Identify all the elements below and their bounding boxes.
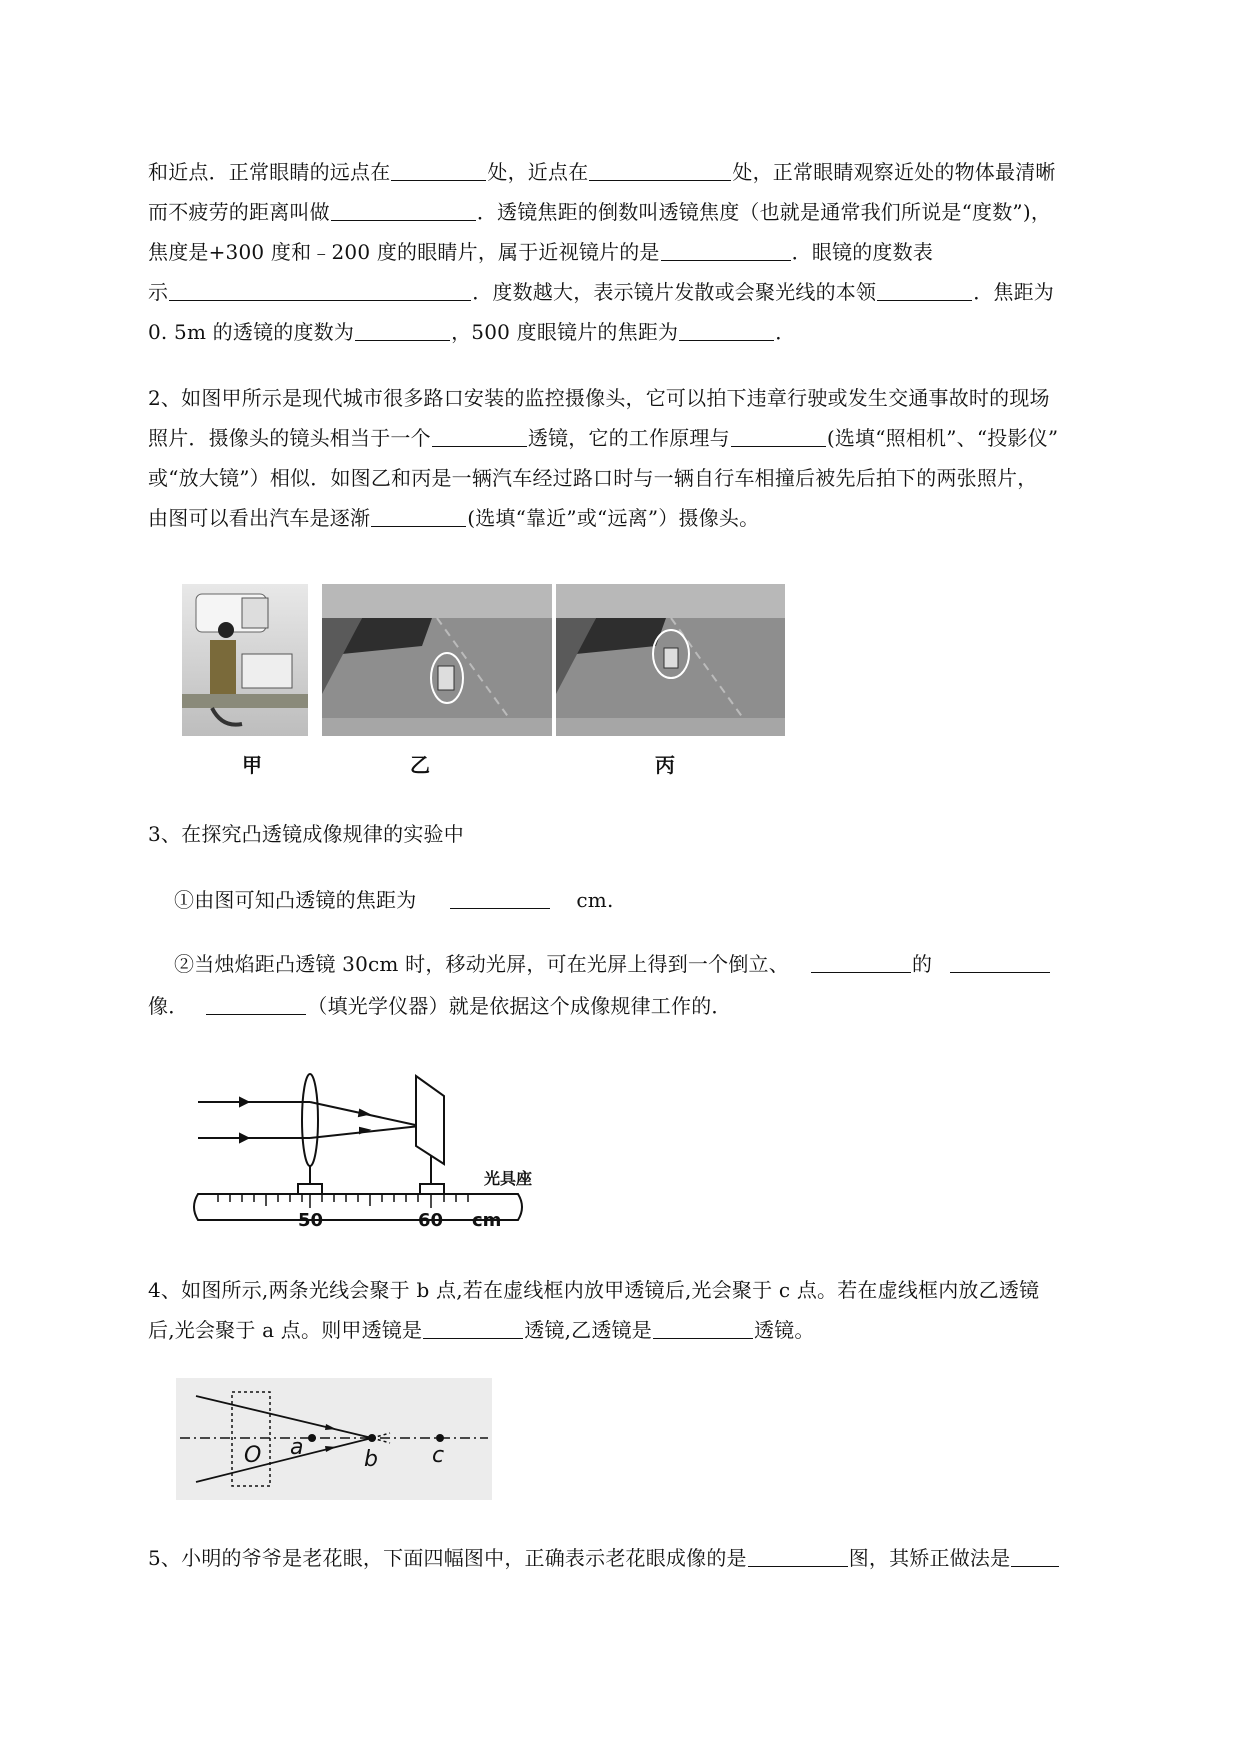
- tick-label-50: 50: [298, 1210, 324, 1231]
- q1-line-4: [148, 278, 1054, 306]
- q1-text: ，500 度眼镜片的焦距为: [451, 320, 679, 344]
- q2-text: 照片．摄像头的镜头相当于一个: [148, 426, 431, 450]
- q4-line-1: 4、如图所示,两条光线会聚于 b 点,若在虚线框内放甲透镜后,光会聚于 c 点。若在虚线框内放乙透镜: [148, 1278, 1040, 1302]
- point-o-label: O: [244, 1443, 262, 1468]
- caption-jia: 甲: [242, 753, 262, 777]
- answer-blank[interactable]: [331, 200, 476, 221]
- q2-text: 由图可以看出汽车是逐渐: [148, 506, 371, 530]
- q5-line-1: [148, 1544, 1060, 1572]
- q3-line-1: [174, 886, 614, 914]
- answer-blank[interactable]: [206, 994, 306, 1015]
- answer-blank[interactable]: [391, 160, 486, 181]
- q1-text: 而不疲劳的距离叫做: [148, 200, 330, 224]
- q1-text: ．眼镜的度数表: [791, 240, 934, 264]
- q1-text: 示: [148, 280, 169, 304]
- q1-text: 处，正常眼睛观察近处的物体最清晰: [732, 160, 1056, 184]
- optical-bench-figure: [188, 1066, 548, 1232]
- q5-text: 图，其矫正做法是: [848, 1546, 1011, 1570]
- answer-blank[interactable]: [950, 952, 1050, 973]
- point-b-label: b: [364, 1447, 378, 1472]
- answer-blank[interactable]: [432, 426, 527, 447]
- answer-blank[interactable]: [371, 506, 466, 527]
- point-a-label: a: [290, 1435, 304, 1460]
- caption-bing: 丙: [655, 753, 675, 777]
- road-photo-yi: [322, 584, 552, 736]
- camera-photo: [182, 584, 308, 736]
- q1-text: ．度数越大，表示镜片发散或会聚光线的本领: [472, 280, 877, 304]
- q3-text: cm.: [576, 888, 614, 912]
- q2-text: (选填“照相机”、“投影仪”: [826, 426, 1059, 450]
- answer-blank[interactable]: [450, 888, 550, 909]
- q1-line-5: [148, 318, 795, 346]
- answer-blank[interactable]: [589, 160, 731, 181]
- q3-text: 像．: [148, 994, 189, 1018]
- answer-blank[interactable]: [169, 280, 471, 301]
- q3-text: （填光学仪器）就是依据这个成像规律工作的．: [307, 994, 732, 1018]
- q1-text: 处，近点在: [487, 160, 589, 184]
- tick-label-60: 60: [418, 1210, 444, 1231]
- bench-label: 光具座: [484, 1169, 533, 1188]
- answer-blank[interactable]: [661, 240, 791, 261]
- q4-text: 透镜。: [753, 1318, 815, 1342]
- point-c-label: c: [432, 1443, 445, 1468]
- answer-blank[interactable]: [811, 952, 911, 973]
- q1-text: ．焦距为: [973, 280, 1055, 304]
- q2-line-2: [148, 424, 1058, 452]
- q1-text: 0. 5m 的透镜的度数为: [148, 320, 355, 344]
- answer-blank[interactable]: [1011, 1546, 1059, 1567]
- q1-text: 和近点．正常眼睛的远点在: [148, 160, 391, 184]
- answer-blank[interactable]: [877, 280, 972, 301]
- q2-text: (选填“靠近”或“远离”）摄像头。: [467, 506, 760, 530]
- road-photo-bing: [556, 584, 785, 736]
- q1-line-1: [148, 158, 1056, 186]
- q3-text: ②当烛焰距凸透镜 30cm 时，移动光屏，可在光屏上得到一个倒立、: [174, 952, 789, 976]
- q4-text: 透镜,乙透镜是: [524, 1318, 652, 1342]
- q1-text: ．透镜焦距的倒数叫透镜焦度（也就是通常我们所说是“度数”)，: [476, 200, 1052, 224]
- q2-line-3: 或“放大镜”）相似．如图乙和丙是一辆汽车经过路口时与一辆自行车相撞后被先后拍下的两张照片，: [148, 466, 1038, 490]
- q1-line-2: [148, 198, 1051, 226]
- caption-yi: 乙: [410, 753, 430, 777]
- q2-line-1: 2、如图甲所示是现代城市很多路口安装的监控摄像头，它可以拍下违章行驶或发生交通事故时的现场: [148, 386, 1050, 410]
- answer-blank[interactable]: [748, 1546, 848, 1567]
- q1-text: ．: [775, 320, 796, 344]
- q2-text: 透镜，它的工作原理与: [527, 426, 730, 450]
- q4-text: 后,光会聚于 a 点。则甲透镜是: [148, 1318, 423, 1342]
- q5-text: 5、小明的爷爷是老花眼，下面四幅图中，正确表示老花眼成像的是: [148, 1546, 747, 1570]
- q1-text: 焦度是+300 度和﹣200 度的眼睛片，属于近视镜片的是: [148, 240, 660, 264]
- q1-line-3: [148, 238, 933, 266]
- answer-blank[interactable]: [423, 1318, 523, 1339]
- q3-text: ①由图可知凸透镜的焦距为: [174, 888, 417, 912]
- answer-blank[interactable]: [355, 320, 450, 341]
- answer-blank[interactable]: [731, 426, 826, 447]
- q3-text: 的: [911, 952, 933, 976]
- q3-title: 3、在探究凸透镜成像规律的实验中: [148, 822, 464, 846]
- answer-blank[interactable]: [679, 320, 774, 341]
- answer-blank[interactable]: [653, 1318, 753, 1339]
- q3-line-2: [174, 950, 1051, 978]
- unit-label: cm: [472, 1210, 502, 1231]
- q2-line-4: [148, 504, 759, 532]
- q4-line-2: [148, 1316, 815, 1344]
- convergence-figure: [176, 1378, 492, 1500]
- q3-line-3: [148, 992, 732, 1020]
